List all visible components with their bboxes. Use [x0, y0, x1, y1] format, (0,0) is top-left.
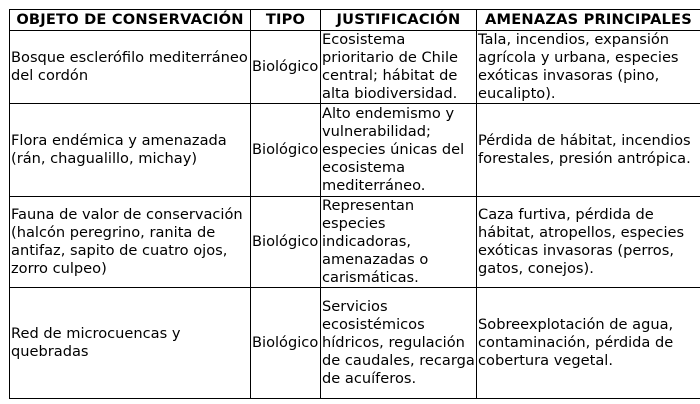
cell-objeto: Red de microcuencas y quebradas: [10, 288, 251, 399]
table-row: [10, 288, 700, 399]
cell-objeto: Fauna de valor de conservación (halcón peregrino, ranita de antifaz, sapito de cuatro ojos, zorro culpeo): [10, 197, 251, 288]
header-tipo: TIPO: [251, 10, 321, 31]
header-objeto: OBJETO DE CONSERVACIÓN: [10, 10, 251, 31]
table-row: [10, 197, 700, 288]
cell-objeto: Bosque esclerófilo mediterráneo del cordón: [10, 31, 251, 104]
cell-objeto: Flora endémica y amenazada (rán, chagualillo, michay): [10, 104, 251, 197]
cell-justificacion: Alto endemismo y vulnerabilidad; especies únicas del ecosistema mediterráneo.: [321, 104, 477, 197]
cell-justificacion: Servicios ecosistémicos hídricos, regulación de caudales, recarga de acuíferos.: [321, 288, 477, 399]
table-row: [10, 31, 700, 104]
cell-amenazas: Caza furtiva, pérdida de hábitat, atropellos, especies exóticas invasoras (perros, gatos, conejos).: [477, 197, 700, 288]
cell-tipo: Biológico: [251, 104, 321, 197]
cell-amenazas: Sobreexplotación de agua, contaminación, pérdida de cobertura vegetal.: [477, 288, 700, 399]
header-amenazas: AMENAZAS PRINCIPALES: [477, 10, 700, 31]
table-row: [10, 104, 700, 197]
cell-amenazas: Tala, incendios, expansión agrícola y urbana, especies exóticas invasoras (pino, eucalipto).: [477, 31, 700, 104]
cell-tipo: Biológico: [251, 31, 321, 104]
cell-tipo: Biológico: [251, 288, 321, 399]
cell-justificacion: Ecosistema prioritario de Chile central; hábitat de alta biodiversidad.: [321, 31, 477, 104]
conservation-objects-table: [9, 9, 700, 399]
cell-tipo: Biológico: [251, 197, 321, 288]
table-header-row: [10, 10, 700, 31]
header-justificacion: JUSTIFICACIÓN: [321, 10, 477, 31]
cell-justificacion: Representan especies indicadoras, amenazadas o carismáticas.: [321, 197, 477, 288]
cell-amenazas: Pérdida de hábitat, incendios forestales, presión antrópica.: [477, 104, 700, 197]
